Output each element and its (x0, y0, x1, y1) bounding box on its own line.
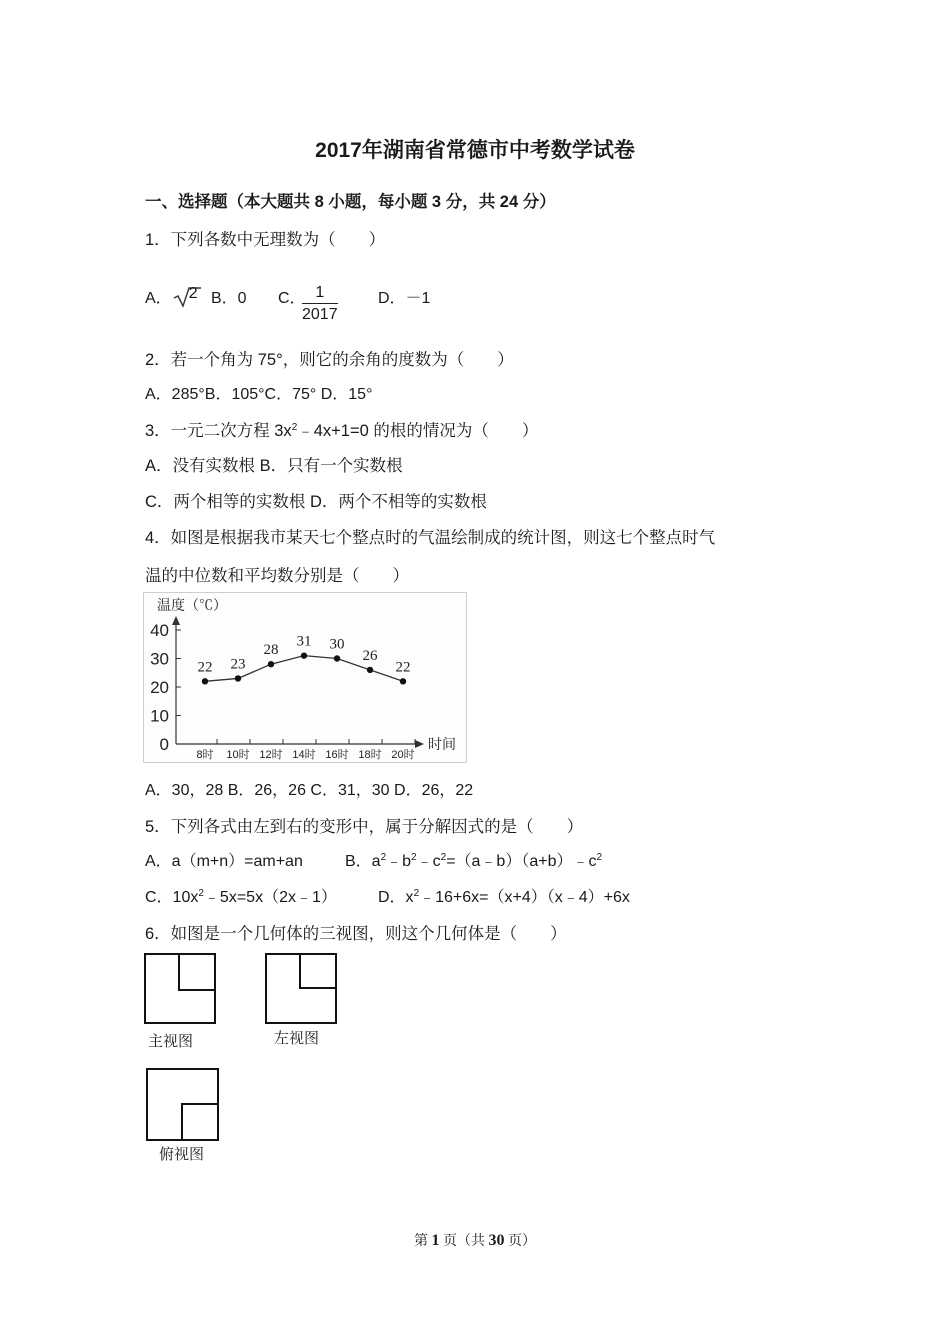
b-part-2: ﹣b (386, 853, 412, 870)
x-tick-label: 12时 (259, 749, 283, 761)
question-5-stem: 5．下列各式由左到右的变形中，属于分解因式的是（ ） (145, 818, 584, 836)
d-part-2: ﹣16+6x=（x+4）（x﹣4）+6x (419, 889, 630, 906)
footer-prefix: 第 (414, 1234, 432, 1249)
data-label: 22 (395, 659, 411, 676)
question-5-option-b (345, 848, 602, 871)
fraction-1-over-2017 (302, 284, 338, 324)
left-view-inner-square (299, 953, 337, 989)
top-view-label: 俯视图 (159, 1146, 205, 1163)
left-view-label: 左视图 (274, 1030, 320, 1047)
data-point (235, 675, 241, 681)
question-6-stem: 6．如图是一个几何体的三视图，则这个几何体是（ ） (145, 925, 567, 943)
c-part-1: C．10x (145, 889, 199, 906)
question-5-option-d (378, 884, 630, 907)
question-4-options: A．30，28 B．26，26 C．31，30 D．26，22 (145, 782, 474, 799)
front-view-label: 主视图 (148, 1033, 194, 1050)
option-a-label: A． (145, 290, 172, 307)
temperature-line-chart (143, 592, 468, 764)
chart-y-axis-label: 温度（℃） (157, 597, 227, 613)
x-tick-label: 18时 (358, 749, 382, 761)
x-tick-label: 14时 (292, 749, 316, 761)
d-part-1: D．x (378, 889, 414, 906)
question-4-stem-line1: 4．如图是根据我市某天七个整点时的气温绘制成的统计图，则这七个整点时气 (145, 529, 716, 547)
y-tick-label: 40 (150, 621, 169, 640)
footer-middle: 页（共 (439, 1234, 489, 1249)
question-5-option-c (145, 884, 337, 907)
data-point (268, 661, 274, 667)
data-label: 23 (230, 656, 246, 673)
top-view-figure (146, 1068, 219, 1141)
data-point (400, 678, 406, 684)
question-2-options: A．285°B．105°C．75° D．15° (145, 386, 373, 403)
data-label: 30 (329, 636, 345, 653)
exponent: 2 (596, 852, 603, 863)
question-1-option-c-label: C． (278, 290, 306, 307)
top-view-inner-square (181, 1103, 219, 1141)
question-4-stem-line2: 温的中位数和平均数分别是（ ） (145, 567, 409, 585)
front-view-figure (144, 953, 216, 1024)
data-label: 28 (263, 642, 279, 659)
fraction-denominator: 2017 (302, 306, 338, 323)
section-heading: 一、选择题（本大题共 8 小题，每小题 3 分，共 24 分） (145, 193, 556, 211)
fraction-numerator: 1 (302, 284, 338, 304)
exponent: 2 (411, 852, 417, 863)
question-1-stem: 1．下列各数中无理数为（ ） (145, 231, 386, 249)
x-tick-label: 10时 (226, 749, 250, 761)
exam-title: 2017年湖南省常德市中考数学试卷 (315, 139, 635, 162)
data-point (334, 655, 340, 661)
question-3-options-ab: A．没有实数根 B．只有一个实数根 (145, 457, 403, 475)
y-tick-label: 30 (150, 649, 169, 669)
chart-x-axis-label: 时间 (428, 736, 456, 752)
exponent: 2 (380, 852, 387, 863)
question-3-options-cd: C．两个相等的实数根 D．两个不相等的实数根 (145, 493, 487, 511)
question-2-stem: 2．若一个角为 75°，则它的余角的度数为（ ） (145, 351, 514, 369)
b-part-1: B．a (345, 853, 381, 870)
y-tick-label: 20 (150, 678, 169, 697)
b-part-3: ﹣c (416, 853, 441, 870)
data-label: 22 (197, 659, 213, 676)
x-tick-label: 8时 (196, 749, 214, 761)
data-label: 31 (296, 633, 312, 650)
question-5-option-a: A．a（m+n）=am+an (145, 853, 303, 870)
page-number: 1 (431, 1232, 440, 1249)
footer-suffix: 页） (504, 1234, 536, 1249)
y-tick-label: 0 (159, 735, 169, 754)
page-footer (0, 1230, 950, 1250)
q3-stem-part-a: 3．一元二次方程 3x (145, 422, 292, 440)
total-pages: 30 (488, 1232, 505, 1249)
data-point (202, 678, 208, 684)
exponent: 2 (198, 888, 204, 899)
exponent: 2 (291, 422, 298, 433)
b-part-4: =（a﹣b）（a+b）﹣c (446, 853, 597, 870)
sqrt-radicand: 2 (188, 285, 198, 302)
data-point (367, 667, 373, 673)
y-tick-label: 10 (150, 706, 169, 726)
c-part-2: ﹣5x=5x（2x﹣1） (203, 889, 337, 906)
question-3-stem (145, 417, 538, 441)
x-tick-label: 20时 (391, 749, 415, 761)
data-point (301, 652, 307, 658)
question-1-option-b: B．0 (211, 290, 247, 307)
q3-stem-part-b: ﹣4x+1=0 的根的情况为（ ） (297, 422, 539, 440)
chart-frame (144, 593, 467, 763)
question-1-option-d: D．－1 (378, 290, 431, 307)
exponent: 2 (413, 888, 420, 899)
x-tick-label: 16时 (325, 749, 349, 761)
question-1-option-a (145, 285, 202, 309)
sqrt-symbol (172, 285, 202, 309)
exponent: 2 (440, 852, 447, 863)
data-label: 26 (362, 647, 378, 664)
front-view-inner-square (178, 953, 216, 991)
left-view-figure (265, 953, 337, 1024)
